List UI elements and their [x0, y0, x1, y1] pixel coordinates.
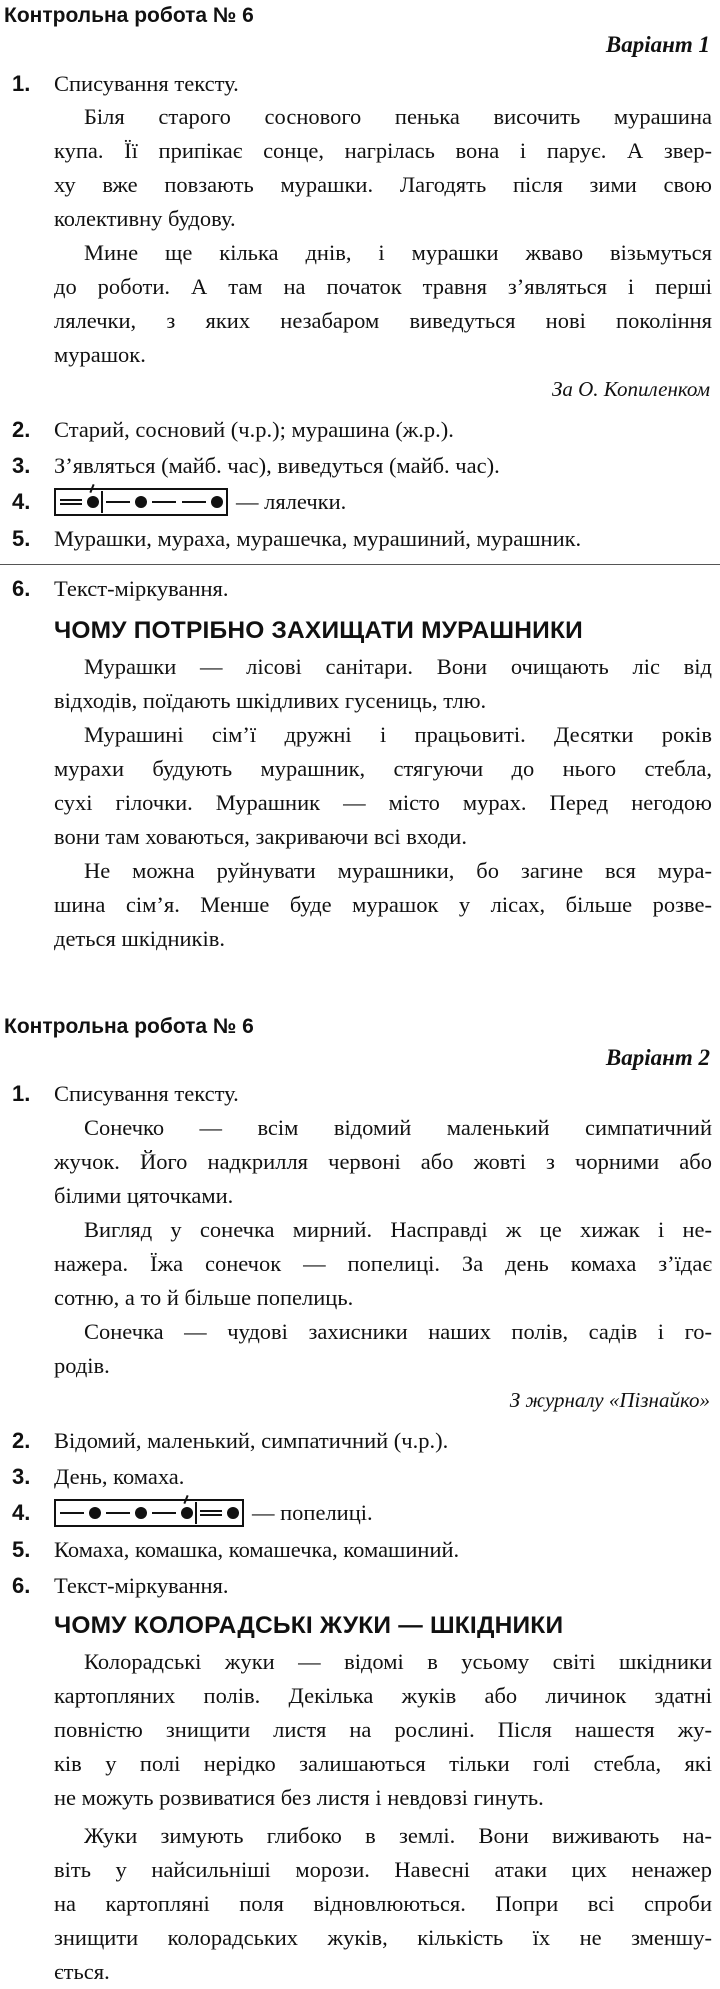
text-source: З журналу «Пізнайко» [509, 1388, 710, 1412]
scheme-line [152, 501, 176, 503]
essay-paragraph: Жуки зимують глибоко в землі. Вони виживають на- віть у найсильніші морози. Навесні атаки цих ненажер на картопляні поля відновлюються. Попри всі спроби знищити колорадських жуків, кількість їх не зменшу- ється. [54, 1823, 712, 1984]
essay-paragraph: Не можна руйнувати мурашники, бо загине вся мура- шина сім’я. Менше буде мурашок у лісах, більше розве- деться шкідників. [54, 858, 712, 951]
task-label: Списування тексту. [54, 71, 239, 96]
section-title: Контрольна робота № 6 [4, 1015, 254, 1038]
divider-line [0, 564, 720, 565]
scheme-dot [135, 496, 147, 508]
text-source: За О. Копиленком [551, 377, 710, 401]
task-number: 6. [12, 576, 31, 601]
dictation-paragraph: Мине ще кілька днів, і мурашки жваво візьмуться до роботи. А там на початок травня з’являться і перші лялечки, з яких незабаром виведуться нові покоління мурашок. [54, 240, 712, 367]
scheme-divider [195, 1502, 197, 1524]
task-number: 4. [12, 1500, 31, 1525]
scheme-dot [135, 1507, 147, 1519]
scheme-box [54, 488, 228, 516]
dictation-paragraph: Сонечка — чудові захисники наших полів, садів і го- родів. [54, 1319, 712, 1378]
task-number: 2. [12, 417, 31, 442]
task-label: Текст-міркування. [54, 576, 229, 601]
dictation-paragraph: Біля старого соснового пенька височить мурашина купа. Її припікає сонце, нагрілась вона і парує. А звер- ху вже повзають мурашки. Лагодять після зими свою колективну будову. [54, 104, 712, 231]
scheme-line [106, 501, 130, 503]
task-answer: З’являться (майб. час), виведуться (майб. час). [54, 453, 500, 478]
scheme-line [182, 501, 206, 503]
scheme-line [152, 1512, 176, 1514]
scheme-divider [101, 491, 103, 513]
dictation-paragraph: Вигляд у сонечка мирний. Насправді ж це хижак і не- нажера. Їжа сонечок — попелиці. За день комаха з’їдає сотню, а то й більше попелиць. [54, 1217, 712, 1310]
scheme-line [60, 1512, 84, 1514]
scheme-stressed-dot [87, 496, 99, 508]
task-number: 5. [12, 526, 31, 551]
essay-title: ЧОМУ ПОТРІБНО ЗАХИЩАТИ МУРАШНИКИ [54, 617, 583, 644]
task-answer: Старий, сосновий (ч.р.); мурашина (ж.р.). [54, 417, 454, 442]
section-title: Контрольна робота № 6 [4, 4, 254, 27]
essay-title: ЧОМУ КОЛОРАДСЬКІ ЖУКИ — ШКІДНИКИ [54, 1612, 564, 1639]
essay-paragraph: Мурашки — лісові санітари. Вони очищають ліс від відходів, поїдають шкідливих гусениць, тлю. [54, 654, 712, 713]
task-label: Списування тексту. [54, 1081, 239, 1106]
task-number: 1. [12, 1081, 31, 1106]
variant-label: Варіант 2 [605, 1045, 710, 1070]
variant-label: Варіант 1 [605, 32, 710, 57]
scheme-word: — лялечки. [236, 489, 347, 514]
task-answer: Відомий, маленький, симпатичний (ч.р.). [54, 1428, 449, 1453]
task-answer: Мурашки, мураха, мурашечка, мурашиний, мурашник. [54, 526, 582, 551]
scheme-line [106, 1512, 130, 1514]
variant-2-section [0, 1015, 720, 1984]
scheme-dot [89, 1507, 101, 1519]
dictation-paragraph: Сонечко — всім відомий маленький симпатичний жучок. Його надкрилля червоні або жовті з чорними або білими цяточками. [54, 1115, 712, 1208]
scheme-word: — попелиці. [252, 1500, 373, 1525]
scheme-box [54, 1499, 244, 1527]
scheme-double-line [60, 499, 82, 505]
task-number: 2. [12, 1428, 31, 1453]
scheme-stressed-dot [181, 1507, 193, 1519]
essay-paragraph: Колорадські жуки — відомі в усьому світі шкідники картопляних полів. Декілька жуків або личинок здатні повністю знищити листя на рослині. Після нашестя жу- ків у полі нерідко залишаються тільки голі стебла, які не можуть розвиватися без листя і невдовзі гинуть. [54, 1649, 712, 1810]
task-number: 3. [12, 453, 31, 478]
task-number: 4. [12, 489, 31, 514]
task-number: 3. [12, 1464, 31, 1489]
scheme-double-line [200, 1510, 222, 1516]
task-label: Текст-міркування. [54, 1573, 229, 1598]
word-scheme [54, 488, 346, 516]
task-answer: День, комаха. [54, 1464, 185, 1489]
word-scheme [54, 1499, 373, 1527]
essay-paragraph: Мурашині сім’ї дружні і працьовиті. Десятки років мурахи будують мурашник, стягуючи до нього стебла, сухі гілочки. Мурашник — місто мурах. Перед негодою вони там ховаються, закриваючи всі входи. [54, 722, 712, 849]
scheme-dot [211, 496, 223, 508]
task-answer: Комаха, комашка, комашечка, комашиний. [54, 1537, 460, 1562]
task-number: 5. [12, 1537, 31, 1562]
task-number: 6. [12, 1573, 31, 1598]
scheme-dot [227, 1507, 239, 1519]
task-number: 1. [12, 71, 31, 96]
